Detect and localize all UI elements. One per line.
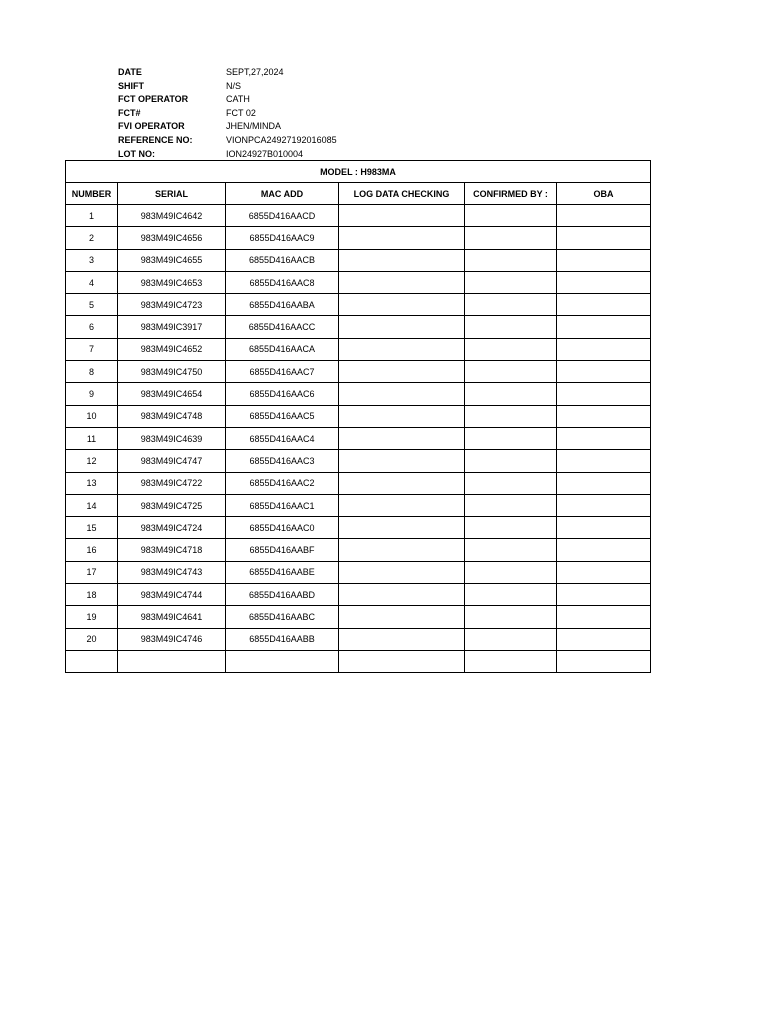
log-data-checking-cell xyxy=(339,450,465,472)
mac-add-cell: 6855D416AABB xyxy=(226,628,339,650)
confirmed-by-cell xyxy=(465,249,557,271)
table-row xyxy=(66,539,651,561)
fct-number-value: FCT 02 xyxy=(226,107,256,118)
table-row xyxy=(66,517,651,539)
oba-cell xyxy=(557,494,651,516)
mac-add-cell: 6855D416AABE xyxy=(226,561,339,583)
table-row xyxy=(66,249,651,271)
column-header-oba: OBA xyxy=(557,183,651,205)
serial-cell: 983M49IC4718 xyxy=(118,539,226,561)
table-row xyxy=(66,294,651,316)
lot-no-value: ION24927B010004 xyxy=(226,148,304,159)
number-cell: 7 xyxy=(66,338,118,360)
confirmed-by-cell xyxy=(465,205,557,227)
confirmed-by-cell xyxy=(465,316,557,338)
number-cell: 3 xyxy=(66,249,118,271)
column-header-row xyxy=(66,183,651,205)
mac-add-cell: 6855D416AACC xyxy=(226,316,339,338)
number-cell: 5 xyxy=(66,294,118,316)
serial-cell: 983M49IC4750 xyxy=(118,361,226,383)
table-row xyxy=(66,606,651,628)
mac-add-cell: 6855D416AAC5 xyxy=(226,405,339,427)
table-row xyxy=(66,450,651,472)
log-data-checking-cell xyxy=(339,383,465,405)
date-label: DATE xyxy=(118,67,142,77)
model-title: MODEL : H983MA xyxy=(66,161,651,183)
model-row xyxy=(66,161,651,183)
table-row xyxy=(66,361,651,383)
log-data-checking-cell xyxy=(339,606,465,628)
confirmed-by-cell xyxy=(465,650,557,672)
log-data-checking-cell xyxy=(339,584,465,606)
lot-no-label: LOT NO: xyxy=(118,148,155,159)
log-data-checking-cell xyxy=(339,338,465,360)
oba-cell xyxy=(557,316,651,338)
table-row xyxy=(66,205,651,227)
oba-cell xyxy=(557,427,651,449)
table-row xyxy=(66,494,651,516)
log-data-checking-cell xyxy=(339,427,465,449)
mac-add-cell xyxy=(226,650,339,672)
column-header-mac-add: MAC ADD xyxy=(226,183,339,205)
log-data-checking-cell xyxy=(339,316,465,338)
table-row xyxy=(66,427,651,449)
table-row xyxy=(66,227,651,249)
table-row xyxy=(66,561,651,583)
mac-add-cell: 6855D416AABC xyxy=(226,606,339,628)
confirmed-by-cell xyxy=(465,539,557,561)
mac-add-cell: 6855D416AAC0 xyxy=(226,517,339,539)
log-data-checking-cell xyxy=(339,405,465,427)
log-data-checking-cell xyxy=(339,472,465,494)
oba-cell xyxy=(557,628,651,650)
confirmed-by-cell xyxy=(465,606,557,628)
column-header-serial: SERIAL xyxy=(118,183,226,205)
log-data-checking-cell xyxy=(339,227,465,249)
log-data-checking-cell xyxy=(339,561,465,583)
column-header-number: NUMBER xyxy=(66,183,118,205)
table-row xyxy=(66,271,651,293)
table-row xyxy=(66,405,651,427)
number-cell: 11 xyxy=(66,427,118,449)
fct-operator-value: CATH xyxy=(226,94,250,105)
table-row xyxy=(66,383,651,405)
table-row xyxy=(66,316,651,338)
number-cell: 4 xyxy=(66,271,118,293)
number-cell: 19 xyxy=(66,606,118,628)
number-cell: 2 xyxy=(66,227,118,249)
confirmed-by-cell xyxy=(465,584,557,606)
column-header-confirmed-by: CONFIRMED BY : xyxy=(465,183,557,205)
number-cell: 16 xyxy=(66,539,118,561)
serial-cell: 983M49IC4744 xyxy=(118,584,226,606)
serial-cell: 983M49IC4641 xyxy=(118,606,226,628)
confirmed-by-cell xyxy=(465,227,557,249)
confirmed-by-cell xyxy=(465,405,557,427)
number-cell: 9 xyxy=(66,383,118,405)
oba-cell xyxy=(557,227,651,249)
serial-cell: 983M49IC3917 xyxy=(118,316,226,338)
oba-cell xyxy=(557,450,651,472)
serial-cell: 983M49IC4746 xyxy=(118,628,226,650)
mac-add-cell: 6855D416AAC8 xyxy=(226,271,339,293)
serial-cell: 983M49IC4723 xyxy=(118,294,226,316)
table-row xyxy=(66,338,651,360)
confirmed-by-cell xyxy=(465,628,557,650)
oba-cell xyxy=(557,472,651,494)
mac-add-cell: 6855D416AACA xyxy=(226,338,339,360)
number-cell: 20 xyxy=(66,628,118,650)
serial-cell: 983M49IC4747 xyxy=(118,450,226,472)
oba-cell xyxy=(557,383,651,405)
confirmed-by-cell xyxy=(465,383,557,405)
confirmed-by-cell xyxy=(465,427,557,449)
number-cell: 17 xyxy=(66,561,118,583)
serial-cell: 983M49IC4655 xyxy=(118,249,226,271)
number-cell: 14 xyxy=(66,494,118,516)
mac-add-cell: 6855D416AAC2 xyxy=(226,472,339,494)
oba-cell xyxy=(557,205,651,227)
confirmed-by-cell xyxy=(465,338,557,360)
serial-cell: 983M49IC4652 xyxy=(118,338,226,360)
confirmed-by-cell xyxy=(465,294,557,316)
log-data-checking-cell xyxy=(339,539,465,561)
table-row xyxy=(66,584,651,606)
mac-add-cell: 6855D416AABD xyxy=(226,584,339,606)
oba-cell xyxy=(557,539,651,561)
fvi-operator-label: FVI OPERATOR xyxy=(118,121,185,132)
column-header-log-data-checking: LOG DATA CHECKING xyxy=(339,183,465,205)
mac-add-cell: 6855D416AABF xyxy=(226,539,339,561)
fct-operator-label: FCT OPERATOR xyxy=(118,94,189,105)
log-data-checking-cell xyxy=(339,361,465,383)
serial-cell: 983M49IC4656 xyxy=(118,227,226,249)
mac-add-cell: 6855D416AAC1 xyxy=(226,494,339,516)
number-cell: 18 xyxy=(66,584,118,606)
log-data-checking-cell xyxy=(339,249,465,271)
number-cell: 15 xyxy=(66,517,118,539)
mac-add-cell: 6855D416AABA xyxy=(226,294,339,316)
oba-cell xyxy=(557,606,651,628)
shift-label: SHIFT xyxy=(118,80,144,91)
mac-add-cell: 6855D416AACD xyxy=(226,205,339,227)
log-data-checking-cell xyxy=(339,205,465,227)
serial-cell xyxy=(118,650,226,672)
mac-add-cell: 6855D416AAC9 xyxy=(226,227,339,249)
number-cell: 1 xyxy=(66,205,118,227)
mac-add-cell: 6855D416AACB xyxy=(226,249,339,271)
serial-cell: 983M49IC4724 xyxy=(118,517,226,539)
fvi-operator-value: JHEN/MINDA xyxy=(226,121,282,132)
confirmed-by-cell xyxy=(465,361,557,383)
number-cell: 8 xyxy=(66,361,118,383)
serial-cell: 983M49IC4654 xyxy=(118,383,226,405)
fct-number-label: FCT# xyxy=(118,107,141,118)
reference-no-value: VIONPCA24927192016085 xyxy=(226,134,337,145)
oba-cell xyxy=(557,361,651,383)
serial-cell: 983M49IC4748 xyxy=(118,405,226,427)
serial-cell: 983M49IC4653 xyxy=(118,271,226,293)
oba-cell xyxy=(557,249,651,271)
log-table-body xyxy=(66,205,651,673)
number-cell: 6 xyxy=(66,316,118,338)
serial-cell: 983M49IC4642 xyxy=(118,205,226,227)
oba-cell xyxy=(557,650,651,672)
mac-add-cell: 6855D416AAC7 xyxy=(226,361,339,383)
serial-cell: 983M49IC4725 xyxy=(118,494,226,516)
mac-add-cell: 6855D416AAC4 xyxy=(226,427,339,449)
confirmed-by-cell xyxy=(465,561,557,583)
oba-cell xyxy=(557,405,651,427)
number-cell: 12 xyxy=(66,450,118,472)
oba-cell xyxy=(557,561,651,583)
log-data-checking-cell xyxy=(339,271,465,293)
number-cell xyxy=(66,650,118,672)
serial-cell: 983M49IC4743 xyxy=(118,561,226,583)
number-cell: 13 xyxy=(66,472,118,494)
mac-add-cell: 6855D416AAC6 xyxy=(226,383,339,405)
oba-cell xyxy=(557,271,651,293)
table-row xyxy=(66,628,651,650)
confirmed-by-cell xyxy=(465,472,557,494)
confirmed-by-cell xyxy=(465,517,557,539)
table-row xyxy=(66,650,651,672)
number-cell: 10 xyxy=(66,405,118,427)
mac-add-cell: 6855D416AAC3 xyxy=(226,450,339,472)
shift-value: N/S xyxy=(226,80,242,91)
confirmed-by-cell xyxy=(465,450,557,472)
log-data-checking-cell xyxy=(339,517,465,539)
log-data-checking-cell xyxy=(339,494,465,516)
serial-cell: 983M49IC4639 xyxy=(118,427,226,449)
reference-no-label: REFERENCE NO: xyxy=(118,134,193,145)
log-data-checking-cell xyxy=(339,650,465,672)
date-value: SEPT,27,2024 xyxy=(226,67,284,77)
table-row xyxy=(66,472,651,494)
oba-cell xyxy=(557,338,651,360)
oba-cell xyxy=(557,294,651,316)
oba-cell xyxy=(557,517,651,539)
log-table xyxy=(65,160,651,673)
confirmed-by-cell xyxy=(465,494,557,516)
serial-cell: 983M49IC4722 xyxy=(118,472,226,494)
log-data-checking-cell xyxy=(339,294,465,316)
log-data-checking-cell xyxy=(339,628,465,650)
oba-cell xyxy=(557,584,651,606)
confirmed-by-cell xyxy=(465,271,557,293)
